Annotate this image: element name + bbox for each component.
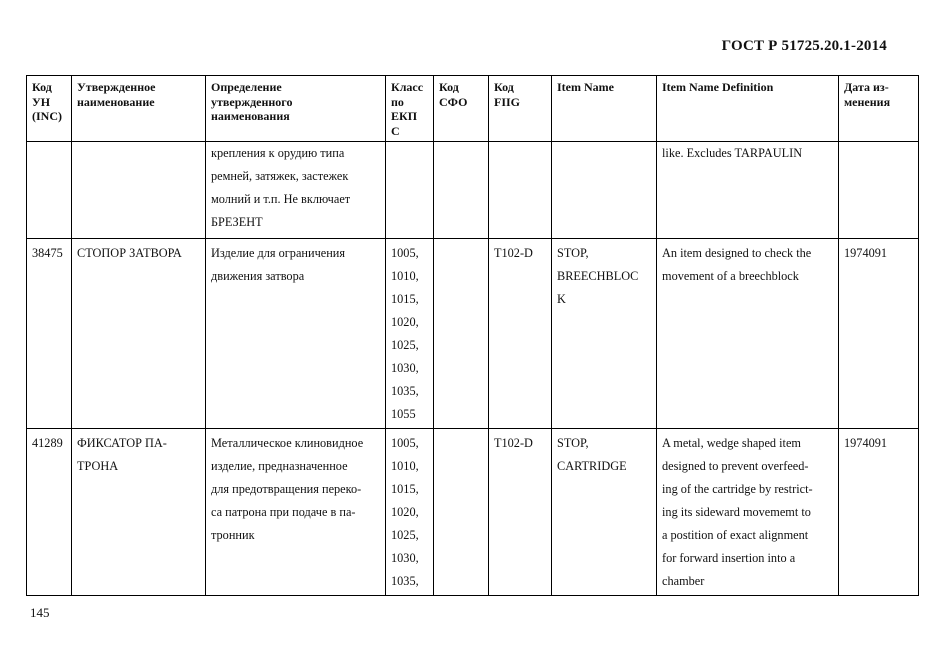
header-approved-name-line: наименование bbox=[77, 94, 155, 109]
cell-change-date: 1974091 bbox=[839, 429, 919, 596]
table-row bbox=[27, 142, 919, 239]
cell-classes-line: 1025, bbox=[391, 528, 419, 542]
cell-classes-line: 1010, bbox=[391, 459, 419, 473]
cell-classes-line: 1030, bbox=[391, 361, 419, 375]
cell-classes-line: 1010, bbox=[391, 269, 419, 283]
cell-code bbox=[27, 142, 72, 239]
cell-item-definition-line: for forward insertion into a bbox=[662, 551, 796, 565]
cell-item-definition bbox=[657, 429, 839, 596]
cell-classes-line: 1055 bbox=[391, 407, 416, 421]
header-item-name-definition-line: Item Name Definition bbox=[662, 80, 774, 94]
cell-approved-name-line: ФИКСАТОР ПА- bbox=[77, 436, 167, 450]
header-change-date-line: Дата из- bbox=[844, 80, 889, 94]
cell-classes-line: 1025, bbox=[391, 338, 419, 352]
header-approved-name bbox=[72, 76, 206, 142]
page-number: 145 bbox=[30, 605, 50, 620]
cell-classes-line: 1020, bbox=[391, 315, 419, 329]
cell-code-sfo bbox=[434, 429, 489, 596]
header-class-ekps bbox=[386, 76, 434, 142]
cell-definition-line: для предотвращения переко- bbox=[211, 482, 362, 496]
cell-item-name bbox=[552, 429, 657, 596]
cell-approved-name bbox=[72, 142, 206, 239]
cell-classes-line: 1005, bbox=[391, 246, 419, 260]
cell-classes-line: 1015, bbox=[391, 482, 419, 496]
cell-definition-line: молний и т.п. Не включает bbox=[211, 192, 351, 206]
table-header-row bbox=[27, 76, 919, 142]
cell-code: 38475 bbox=[27, 239, 72, 429]
cell-definition-line: изделие, предназначенное bbox=[211, 459, 348, 473]
header-class-ekps-line: ЕКП bbox=[391, 109, 418, 123]
cell-approved-name bbox=[72, 429, 206, 596]
header-code-fiig bbox=[489, 76, 552, 142]
cell-item-definition-line: a postition of exact alignment bbox=[662, 528, 809, 542]
cell-definition-line: БРЕЗЕНТ bbox=[211, 215, 263, 229]
header-class-ekps-line: Класс bbox=[391, 80, 424, 94]
header-code-inc-line: Код bbox=[32, 80, 52, 94]
cell-change-date bbox=[839, 142, 919, 239]
table-row bbox=[27, 239, 919, 429]
cell-definition-line: Изделие для ограничения bbox=[211, 246, 346, 260]
cell-definition bbox=[206, 142, 386, 239]
cell-change-date: 1974091 bbox=[839, 239, 919, 429]
header-item-name-definition bbox=[657, 76, 839, 142]
cell-definition-line: Металлическое клиновидное bbox=[211, 436, 364, 450]
cell-item-definition-line: like. Excludes TARPAULIN bbox=[662, 146, 803, 160]
cell-item-name-line: K bbox=[557, 292, 566, 306]
cell-classes-line: 1005, bbox=[391, 436, 419, 450]
header-code-inc bbox=[27, 76, 72, 142]
cell-item-definition bbox=[657, 239, 839, 429]
cell-code-fiig bbox=[489, 142, 552, 239]
cell-item-name-line: STOP, bbox=[557, 246, 589, 260]
header-code-sfo-line: Код bbox=[439, 80, 459, 94]
cell-item-definition bbox=[657, 142, 839, 239]
header-change-date-line: менения bbox=[844, 94, 891, 109]
header-code-inc-line: (INC) bbox=[32, 109, 62, 123]
header-name-definition-line: утвержденного bbox=[211, 94, 293, 109]
cell-definition bbox=[206, 429, 386, 596]
cell-definition bbox=[206, 239, 386, 429]
cell-item-definition-line: An item designed to check the bbox=[662, 246, 812, 260]
cell-classes bbox=[386, 142, 434, 239]
cell-approved-name bbox=[72, 239, 206, 429]
cell-classes-line: 1035, bbox=[391, 384, 419, 398]
cell-code-sfo bbox=[434, 239, 489, 429]
cell-code: 41289 bbox=[27, 429, 72, 596]
header-code-sfo bbox=[434, 76, 489, 142]
cell-definition-line: ремней, затяжек, застежек bbox=[211, 169, 349, 183]
cell-item-definition-line: movement of a breechblock bbox=[662, 269, 799, 283]
cell-item-definition-line: ing of the cartridge by restrict- bbox=[662, 482, 813, 496]
cell-classes-line: 1030, bbox=[391, 551, 419, 565]
cell-classes-line: 1020, bbox=[391, 505, 419, 519]
header-approved-name-line: Утвержденное bbox=[77, 80, 156, 94]
cell-classes bbox=[386, 429, 434, 596]
cell-item-definition-line: A metal, wedge shaped item bbox=[662, 436, 801, 450]
cell-approved-name-line: ТРОНА bbox=[77, 459, 119, 473]
cell-item-name-line: CARTRIDGE bbox=[557, 459, 627, 473]
header-change-date bbox=[839, 76, 919, 142]
header-name-definition-line: Определение bbox=[211, 80, 282, 94]
header-item-name-line: Item Name bbox=[557, 80, 614, 94]
cell-definition-line: крепления к орудию типа bbox=[211, 146, 345, 160]
header-name-definition bbox=[206, 76, 386, 142]
document-code: ГОСТ Р 51725.20.1-2014 bbox=[721, 38, 887, 54]
cell-code-fiig: T102-D bbox=[489, 429, 552, 596]
cell-definition-line: движения затвора bbox=[211, 269, 305, 283]
cell-item-definition-line: ing its sideward movememt to bbox=[662, 505, 811, 519]
cell-item-name-line: STOP, bbox=[557, 436, 589, 450]
header-code-fiig-line: Код bbox=[494, 80, 514, 94]
header-class-ekps-line: по bbox=[391, 94, 404, 109]
cell-classes-line: 1035, bbox=[391, 574, 419, 588]
table-row bbox=[27, 429, 919, 596]
cell-code-sfo bbox=[434, 142, 489, 239]
cell-item-definition-line: chamber bbox=[662, 574, 705, 588]
header-name-definition-line: наименования bbox=[211, 109, 290, 123]
header-code-inc-line: УН bbox=[32, 94, 51, 109]
cell-item-definition-line: designed to prevent overfeed- bbox=[662, 459, 809, 473]
cell-classes bbox=[386, 239, 434, 429]
cell-definition-line: тронник bbox=[211, 528, 255, 542]
cell-item-name bbox=[552, 142, 657, 239]
cell-definition-line: са патрона при подаче в па- bbox=[211, 505, 356, 519]
cell-item-name bbox=[552, 239, 657, 429]
cell-classes-line: 1015, bbox=[391, 292, 419, 306]
header-item-name bbox=[552, 76, 657, 142]
header-code-sfo-line: СФО bbox=[439, 94, 468, 109]
catalog-table bbox=[26, 75, 919, 596]
cell-code-fiig: T102-D bbox=[489, 239, 552, 429]
cell-item-name-line: BREECHBLOC bbox=[557, 269, 639, 283]
header-class-ekps-line: С bbox=[391, 123, 400, 138]
header-code-fiig-line: FIIG bbox=[494, 94, 521, 109]
cell-approved-name-line: СТОПОР ЗАТВОРА bbox=[77, 246, 182, 260]
